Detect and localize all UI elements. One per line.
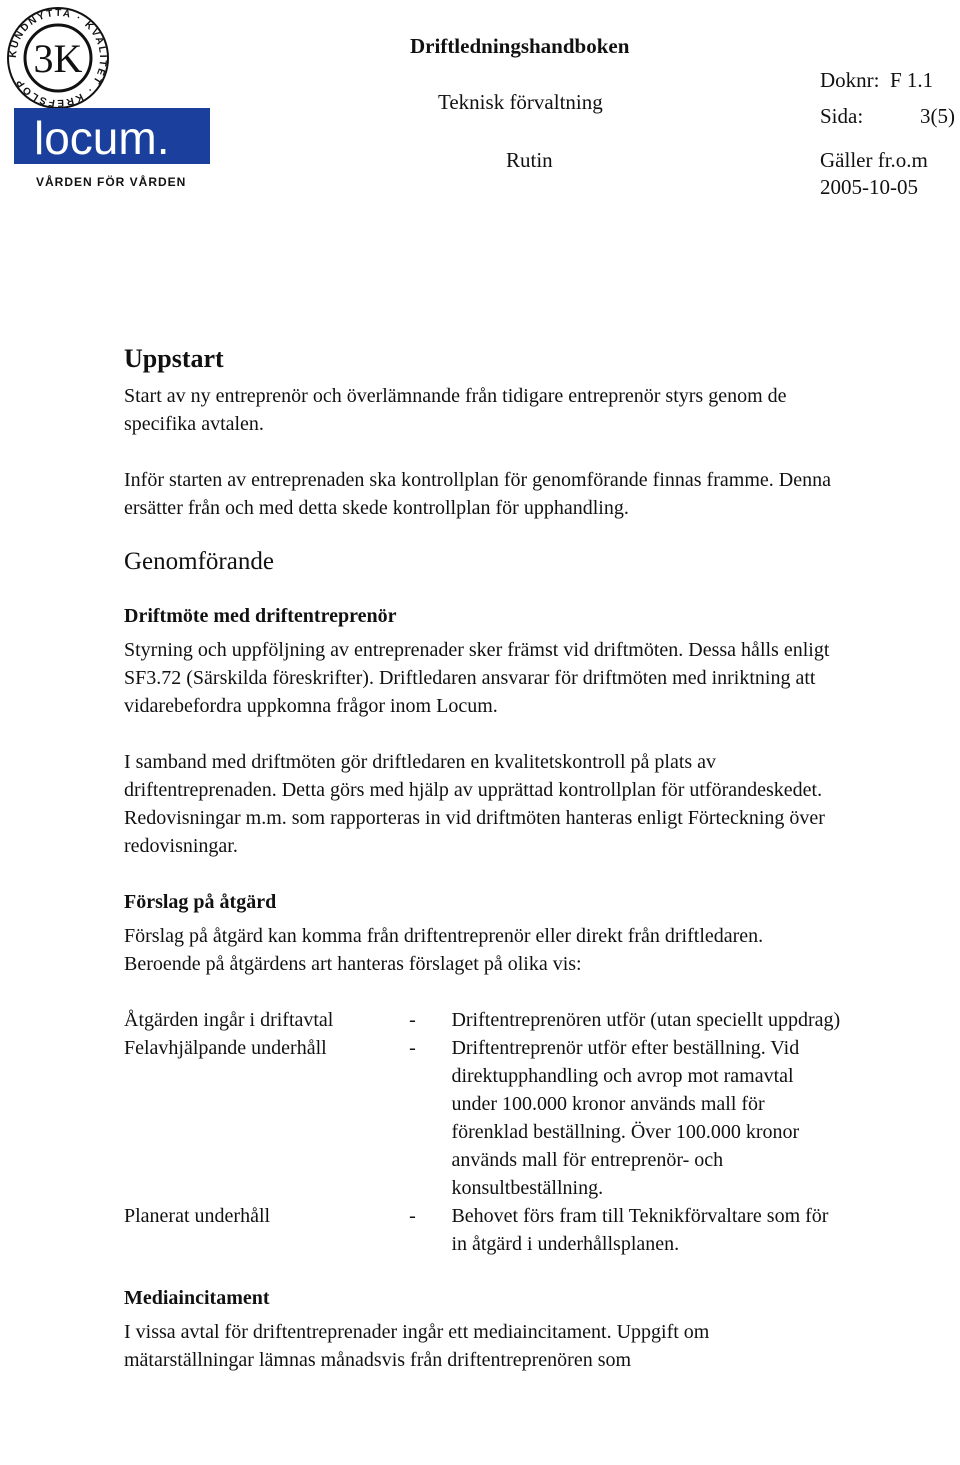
document-title: Driftledningshandboken — [410, 34, 630, 58]
measure-term: Felavhjälpande underhåll — [124, 1037, 327, 1059]
docnr-value: F 1.1 — [890, 68, 934, 92]
document-body — [124, 340, 844, 1374]
table-row — [124, 1202, 844, 1258]
logo-locum-text: locum. — [34, 112, 170, 164]
measure-term: Planerat underhåll — [124, 1205, 271, 1227]
docnr-label: Doknr: — [820, 68, 880, 92]
uppstart-paragraph-2: Inför starten av entreprenaden ska kontrollplan för genomförande finnas framme. Denna ersätter från och med detta skede kontrollplan för upphandling. — [124, 469, 831, 519]
page-value: 3(5) — [920, 104, 955, 128]
driftmote-paragraph-2: I samband med driftmöten gör driftledaren en kvalitetskontroll på plats av driftentreprenaden. Detta görs med hjälp av upprättad kontrollplan för utförandeskedet. Redovisningar m.m. som rapporteras in vid driftmöten hanteras enligt Förteckning över redovisningar. — [124, 751, 825, 857]
heading-driftmote: Driftmöte med driftentreprenör — [124, 605, 397, 627]
heading-genomforande: Genomförande — [124, 548, 274, 575]
document-type: Rutin — [506, 148, 553, 172]
logo-3k-ring-text: KUNDNYTTA · KVALITET · KREFSLÖP — [7, 7, 109, 109]
measure-term: Åtgärden ingår i driftavtal — [124, 1009, 334, 1031]
valid-from-date: 2005-10-05 — [820, 175, 918, 199]
page-label: Sida: — [820, 104, 864, 128]
table-row — [124, 1034, 844, 1202]
measure-dash: - — [409, 1009, 416, 1031]
locum-3k-logo — [0, 0, 215, 200]
heading-forslag: Förslag på åtgärd — [124, 891, 277, 913]
measure-dash: - — [409, 1037, 416, 1059]
table-row — [124, 1006, 844, 1034]
logo-3k-text: 3K — [33, 36, 83, 81]
uppstart-paragraph-1: Start av ny entreprenör och överlämnande från tidigare entreprenör styrs genom de specifika avtalen. — [124, 385, 787, 435]
logo-area — [0, 0, 215, 200]
logo-locum-tagline: VÅRDEN FÖR VÅRDEN — [36, 175, 187, 189]
heading-mediaincitament: Mediaincitament — [124, 1287, 270, 1309]
valid-from-label: Gäller fr.o.m — [820, 148, 928, 172]
heading-uppstart: Uppstart — [124, 344, 224, 373]
mediaincitament-paragraph-1: I vissa avtal för driftentreprenader ingår ett mediaincitament. Uppgift om mätarställningar lämnas månadsvis från driftentreprenören som — [124, 1321, 710, 1371]
measure-dash: - — [409, 1205, 416, 1227]
measures-table — [124, 1006, 844, 1258]
driftmote-paragraph-1: Styrning och uppföljning av entreprenader sker främst vid driftmöten. Dessa hålls enligt SF3.72 (Särskilda föreskrifter). Driftledaren ansvarar för driftmöten med inriktning att vidarebefordra uppkomna frågor inom Locum. — [124, 639, 830, 717]
measure-description: Driftentreprenör utför efter beställning. Vid direktupphandling och avrop mot ramavtal under 100.000 kronor används mall för förenklad beställning. Över 100.000 kronor används mall för entreprenör- och konsultbeställning. — [451, 1037, 800, 1199]
3k-seal-icon — [8, 8, 108, 108]
measure-description: Behovet förs fram till Teknikförvaltare som för in åtgärd i underhållsplanen. — [451, 1205, 829, 1255]
forslag-paragraph-1: Förslag på åtgärd kan komma från driftentreprenör eller direkt från driftledaren. Beroende på åtgärdens art hanteras förslaget på olika vis: — [124, 925, 764, 975]
department-label: Teknisk förvaltning — [438, 90, 603, 114]
measure-description: Driftentreprenören utför (utan speciellt uppdrag) — [451, 1009, 841, 1031]
